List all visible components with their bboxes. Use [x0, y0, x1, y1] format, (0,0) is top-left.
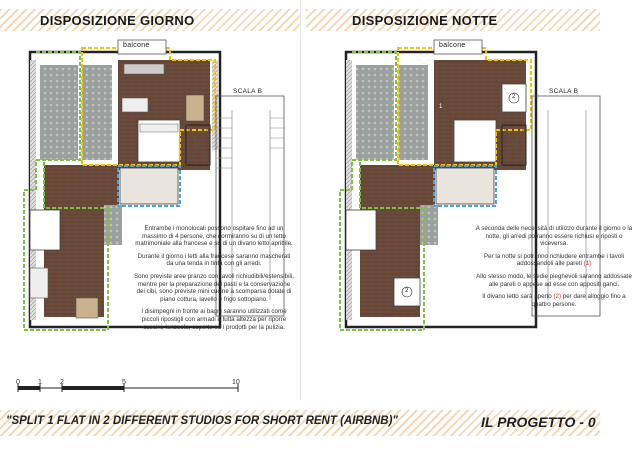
- night-paragraph: Per la notte si potranno richiudere entrambe i tavoli addossandoli alle pareti: [484, 252, 624, 268]
- bed-pillow: [140, 124, 178, 132]
- hall-wood: [360, 165, 435, 205]
- day-paragraph: I disimpegni in fronte ai bagni saranno utilizzati come piccoli ripostigli con armadi a tutta altezza per riporre cuscini, lenzuola, coperte ed i prodotti per la pulizia.: [141, 308, 287, 331]
- kitchenette: [124, 64, 164, 74]
- night-paragraph: Allo stesso modo, le sedie pieghevoli saranno addossate alle pareti o appese ad esse con appositi ganci.: [476, 272, 632, 288]
- marker-2-label: 2: [512, 94, 516, 100]
- balcony-label: balcone: [439, 42, 466, 49]
- night-title: DISPOSIZIONE NOTTE: [352, 13, 498, 28]
- scale-tick-label: 1: [38, 379, 42, 386]
- marker-ref-2: (2): [553, 293, 562, 301]
- marker-1-label: 1: [439, 104, 443, 110]
- stair-label: SCALA B: [233, 88, 263, 95]
- day-paragraph: Entrambe i monolocali possono ospitare fino ad un massimo di 4 persone, che dormiranno su di un letto matrimoniale alla francese e su di un divano letto apribile.: [135, 225, 293, 248]
- room-kitchen: [398, 65, 428, 160]
- scale-tick-label: 10: [232, 379, 240, 386]
- day-paragraph: Sono previste aree pranzo con tavoli richiudibili/estensibili, mentre per la preparazione dei pasti e la conservazione dei cibi, sono previste mini cucine a scomparsa dotate di piano cottura, lavello e frigo sottopiano.: [134, 272, 294, 303]
- scale-bar: [14, 384, 254, 404]
- scale-tick-label: 5: [122, 379, 126, 386]
- night-floor-plan: [306, 0, 600, 400]
- night-paragraph: A seconda delle necessità di utilizzo durante il giorno o la notte, gli arredi potranno essere richiusi e riposti o viceversa.: [475, 225, 633, 248]
- balcony-label: balcone: [123, 42, 150, 49]
- day-floor-plan: [0, 0, 300, 400]
- footer: [0, 402, 600, 460]
- bed-2: [30, 210, 60, 250]
- night-description: [474, 225, 634, 313]
- night-paragraph: per dare alloggio fino a quattro persone.: [531, 293, 626, 308]
- bed: [454, 120, 496, 162]
- sofa-2: [30, 268, 48, 298]
- panel-day-layout: [0, 0, 300, 400]
- day-description: [134, 225, 294, 336]
- day-title: DISPOSIZIONE GIORNO: [40, 13, 195, 28]
- entry-hall: [436, 168, 494, 204]
- room-bathroom: [356, 65, 394, 160]
- sofa: [122, 98, 148, 112]
- hall-wood: [44, 165, 119, 205]
- project-title: "SPLIT 1 FLAT IN 2 DIFFERENT STUDIOS FOR SHORT RENT (AIRBNB)": [6, 415, 398, 427]
- room-kitchen: [82, 65, 112, 160]
- table: [186, 95, 204, 121]
- marker-ref-1: (1): [583, 260, 592, 268]
- entry-hall: [120, 168, 178, 204]
- marker-2-label: 2: [405, 288, 409, 294]
- bathroom-2: [104, 205, 122, 245]
- bed-2: [346, 210, 376, 250]
- bathroom-2: [420, 205, 438, 245]
- stair-steps: [216, 118, 284, 168]
- stair-label: SCALA B: [549, 88, 579, 95]
- scale-tick-label: 2: [60, 379, 64, 386]
- section-title: IL PROGETTO - 0: [481, 414, 596, 430]
- day-paragraph: Durante il giorno i letti alla francese saranno mascherati da una tenda in tinta con gli arredi.: [137, 252, 291, 268]
- scale-tick-label: 0: [16, 379, 20, 386]
- table-2: [76, 298, 98, 318]
- panel-night-layout: [306, 0, 633, 400]
- night-paragraph: Il divano letto sarà aperto: [482, 293, 552, 301]
- room-bathroom: [40, 65, 78, 160]
